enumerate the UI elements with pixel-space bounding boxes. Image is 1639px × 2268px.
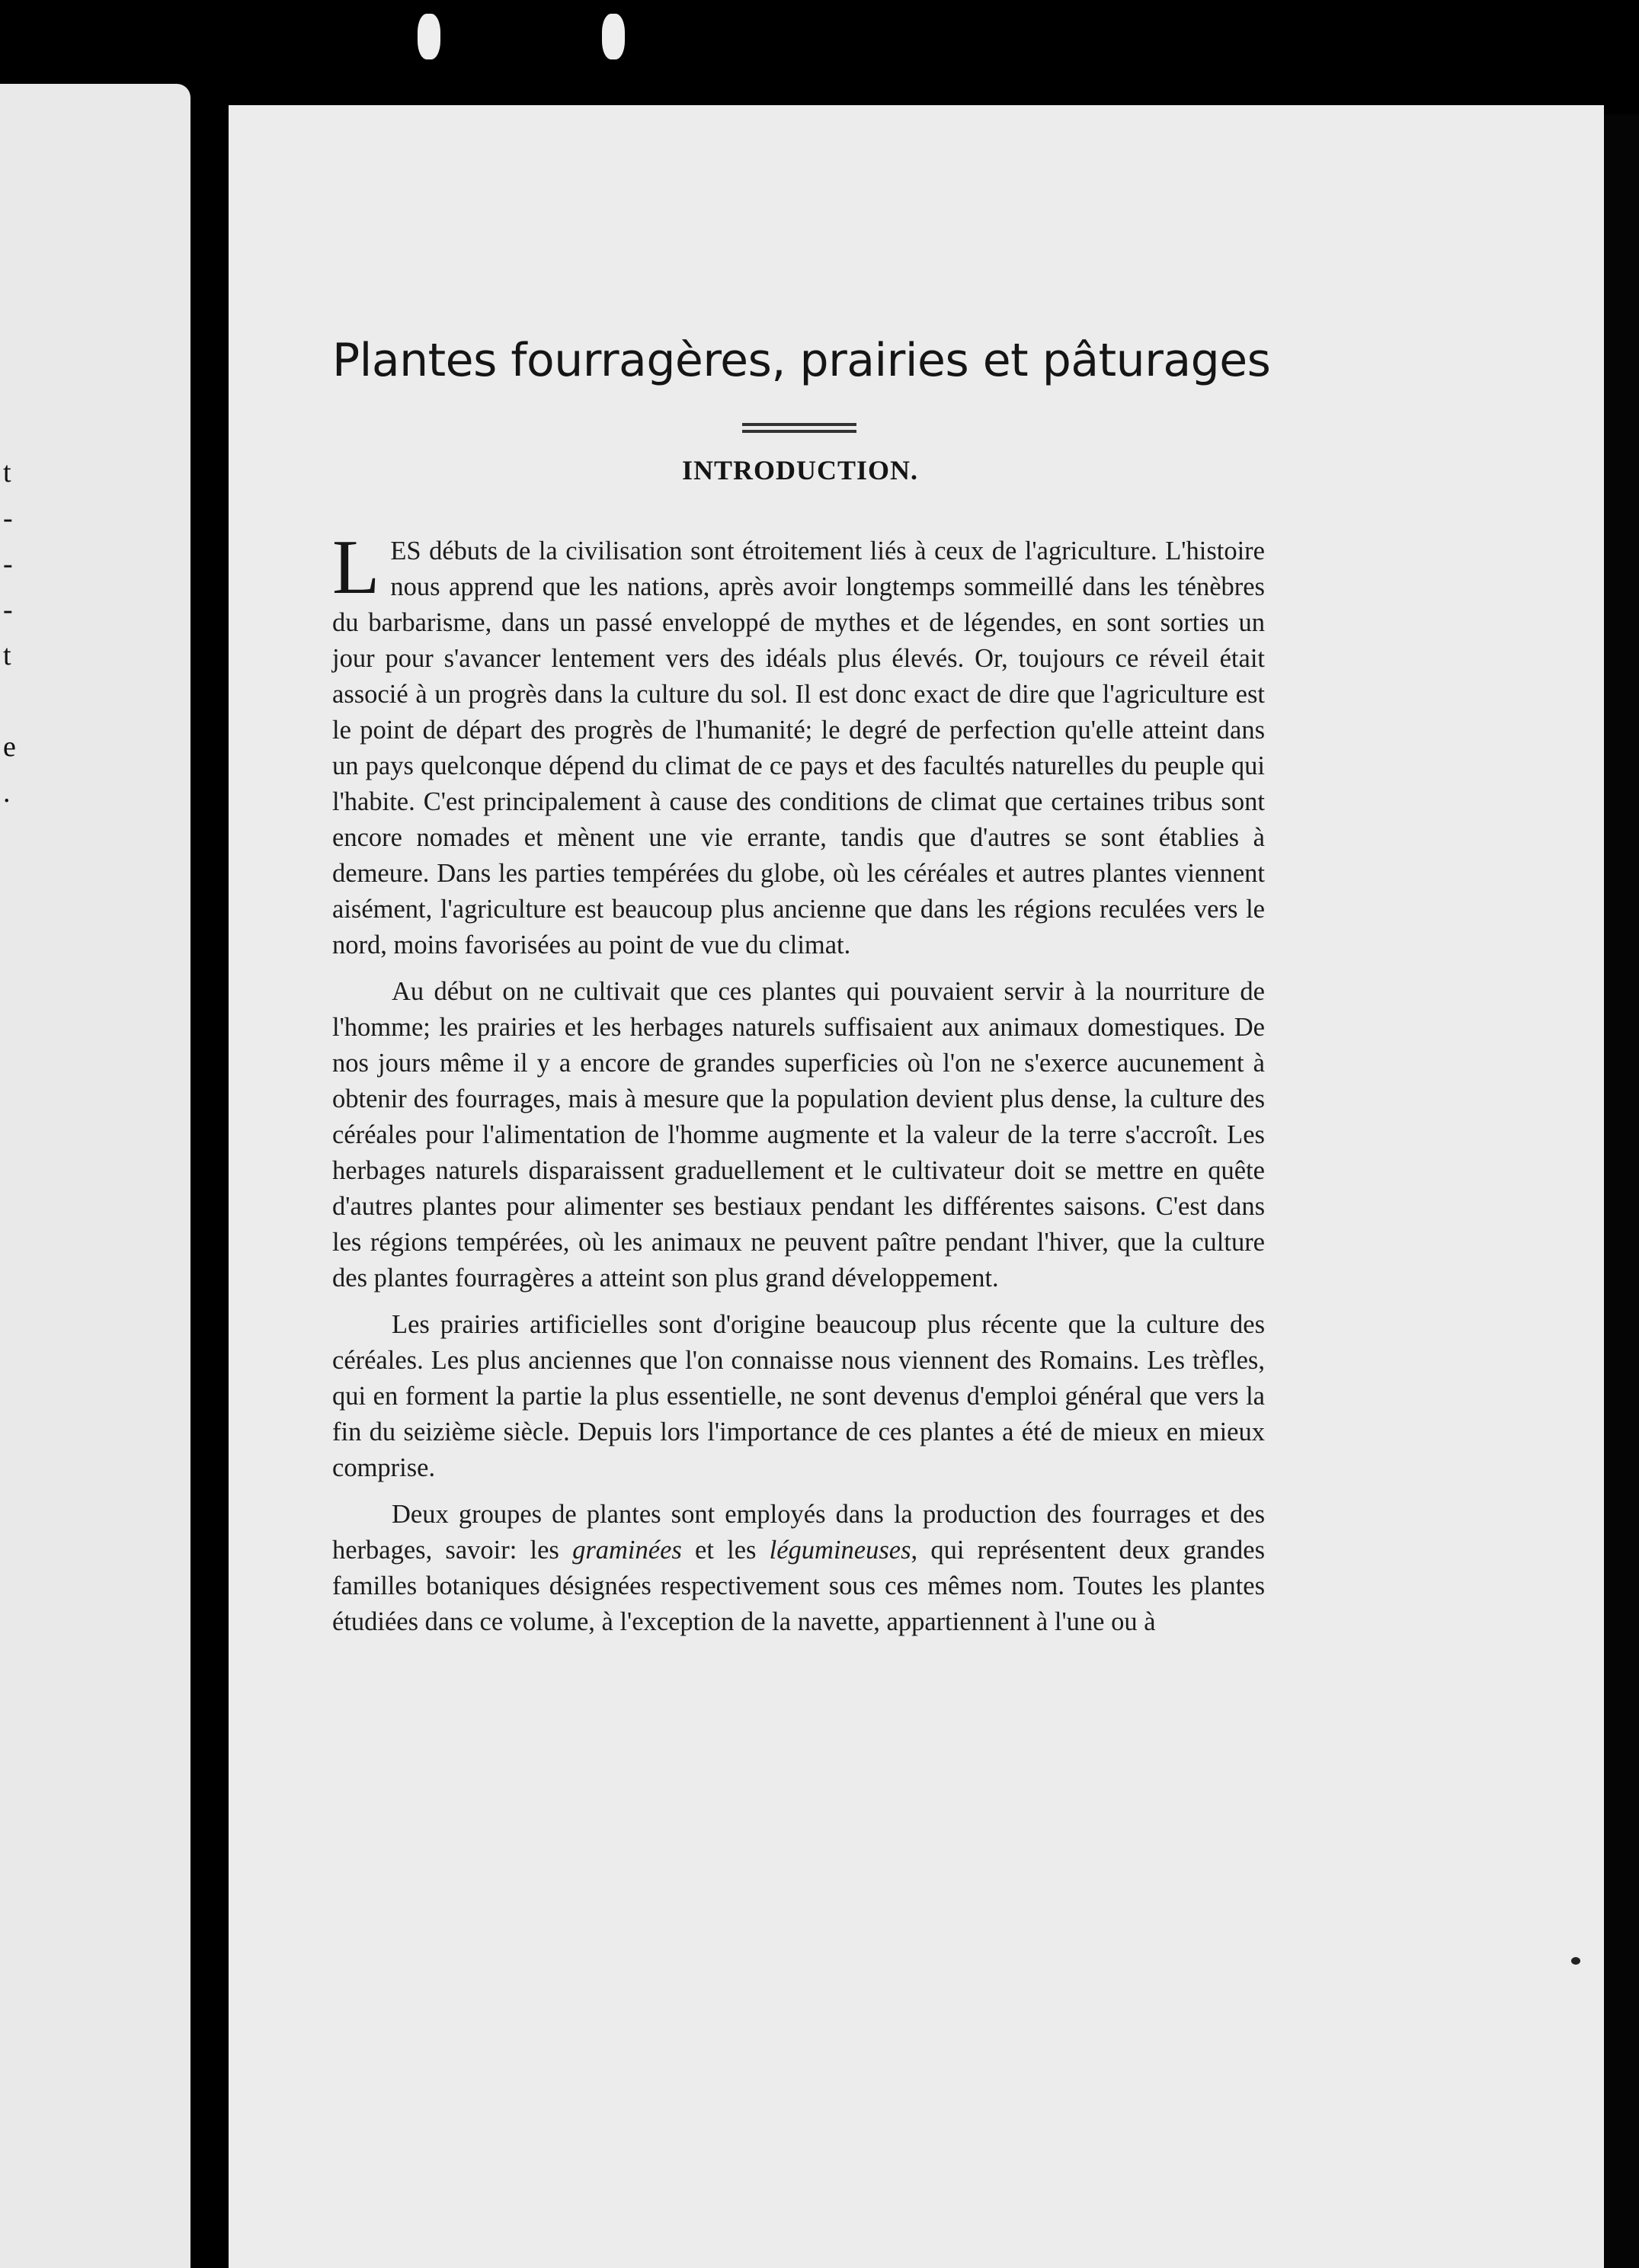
margin-mark bbox=[3, 678, 16, 724]
title-rule-ornament bbox=[742, 423, 856, 437]
paragraph-text: ES débuts de la civilisation sont étroitement liés à ceux de l'agriculture. L'histoire nous apprend que les nations, après avoir longtemps sommeillé dans les ténèbres du barbarisme, dans un passé enveloppé de mythes et de légendes, en sont sorties un jour pour s'avancer lentement vers des idéals plus élevés. Or, toujours ce réveil était associé à un progrès dans la culture du sol. Il est donc exact de dire que l'agriculture est le point de départ des progrès de l'humanité; le degré de perfection qu'elle atteint dans un pays quelconque dépend du climat de ce pays et des facultés naturelles du peuple qui l'habite. C'est principalement à cause des conditions de climat que certaines tribus sont encore nomades et mènent une vie errante, tandis que d'autres se sont établies à demeure. Dans les parties tempérées du globe, où les céréales et autres plantes viennent aisément, l'agriculture est beaucoup plus ancienne que dans les régions reculées vers le nord, moins favorisées au point de vue du climat. bbox=[332, 537, 1265, 959]
margin-mark: t bbox=[3, 456, 11, 489]
paragraph bbox=[332, 524, 1265, 963]
margin-mark: . bbox=[3, 777, 11, 809]
scan-artifact bbox=[418, 14, 440, 59]
paragraph-text: Deux groupes de plantes sont employés dans la production des fourrages et des herbages, savoir: les bbox=[332, 1500, 1265, 1565]
italic-term: graminées bbox=[572, 1536, 682, 1565]
paragraph-text: , qui représentent deux grandes familles botaniques désignées respectivement sous ces mêmes nom. Toutes les plantes étudiées dans ce volume, à l'exception de la navette, appartiennent à l'une ou à bbox=[332, 1536, 1266, 1636]
margin-mark: - bbox=[3, 594, 13, 626]
page-title: Plantes fourragères, prairies et pâturages bbox=[332, 334, 1271, 387]
paragraph-text: et les bbox=[681, 1536, 770, 1565]
paragraph: Les prairies artificielles sont d'origine beaucoup plus récente que la culture des céréales. Les plus anciennes que l'on connaisse nous viennent des Romains. Les trèfles, qui en forment la partie la plus essentielle, ne sont devenus d'emploi général que vers la fin du seizième siècle. Depuis lors l'importance de ces plantes a été de mieux en mieux comprise. bbox=[332, 1310, 1265, 1482]
page-shadow bbox=[1604, 114, 1639, 2268]
facing-page-edge bbox=[0, 84, 190, 2268]
scan-artifact bbox=[602, 14, 625, 59]
facing-page-text-fragments bbox=[3, 450, 16, 815]
section-heading: INTRODUCTION. bbox=[681, 455, 919, 485]
margin-mark: - bbox=[3, 548, 13, 580]
margin-mark: t bbox=[3, 639, 11, 671]
drop-cap: L bbox=[332, 524, 380, 610]
paragraph bbox=[332, 1497, 1265, 1640]
italic-term: légumineuses bbox=[769, 1536, 911, 1565]
margin-mark: - bbox=[3, 502, 13, 534]
margin-mark: e bbox=[3, 731, 16, 763]
paragraph: Au début on ne cultivait que ces plantes qui pouvaient servir à la nourriture de l'homme; les prairies et les herbages naturels suffisaient aux animaux domestiques. De nos jours même il y a encore de grandes superficies où l'on ne s'exerce aucunement à obtenir des fourrages, mais à mesure que la population devient plus dense, la culture des céréales pour l'alimentation de l'homme augmente et la valeur de la terre s'accroît. Les herbages naturels disparaissent graduellement et le cultivateur doit se mettre en quête d'autres plantes pour alimenter ses bestiaux pendant les différentes saisons. C'est dans les régions tempérées, où les animaux ne peuvent paître pendant l'hiver, que la culture des plantes fourragères a atteint son plus grand développement. bbox=[332, 977, 1265, 1293]
body-text bbox=[332, 524, 1266, 1651]
scan-artifact bbox=[1571, 1957, 1580, 1965]
